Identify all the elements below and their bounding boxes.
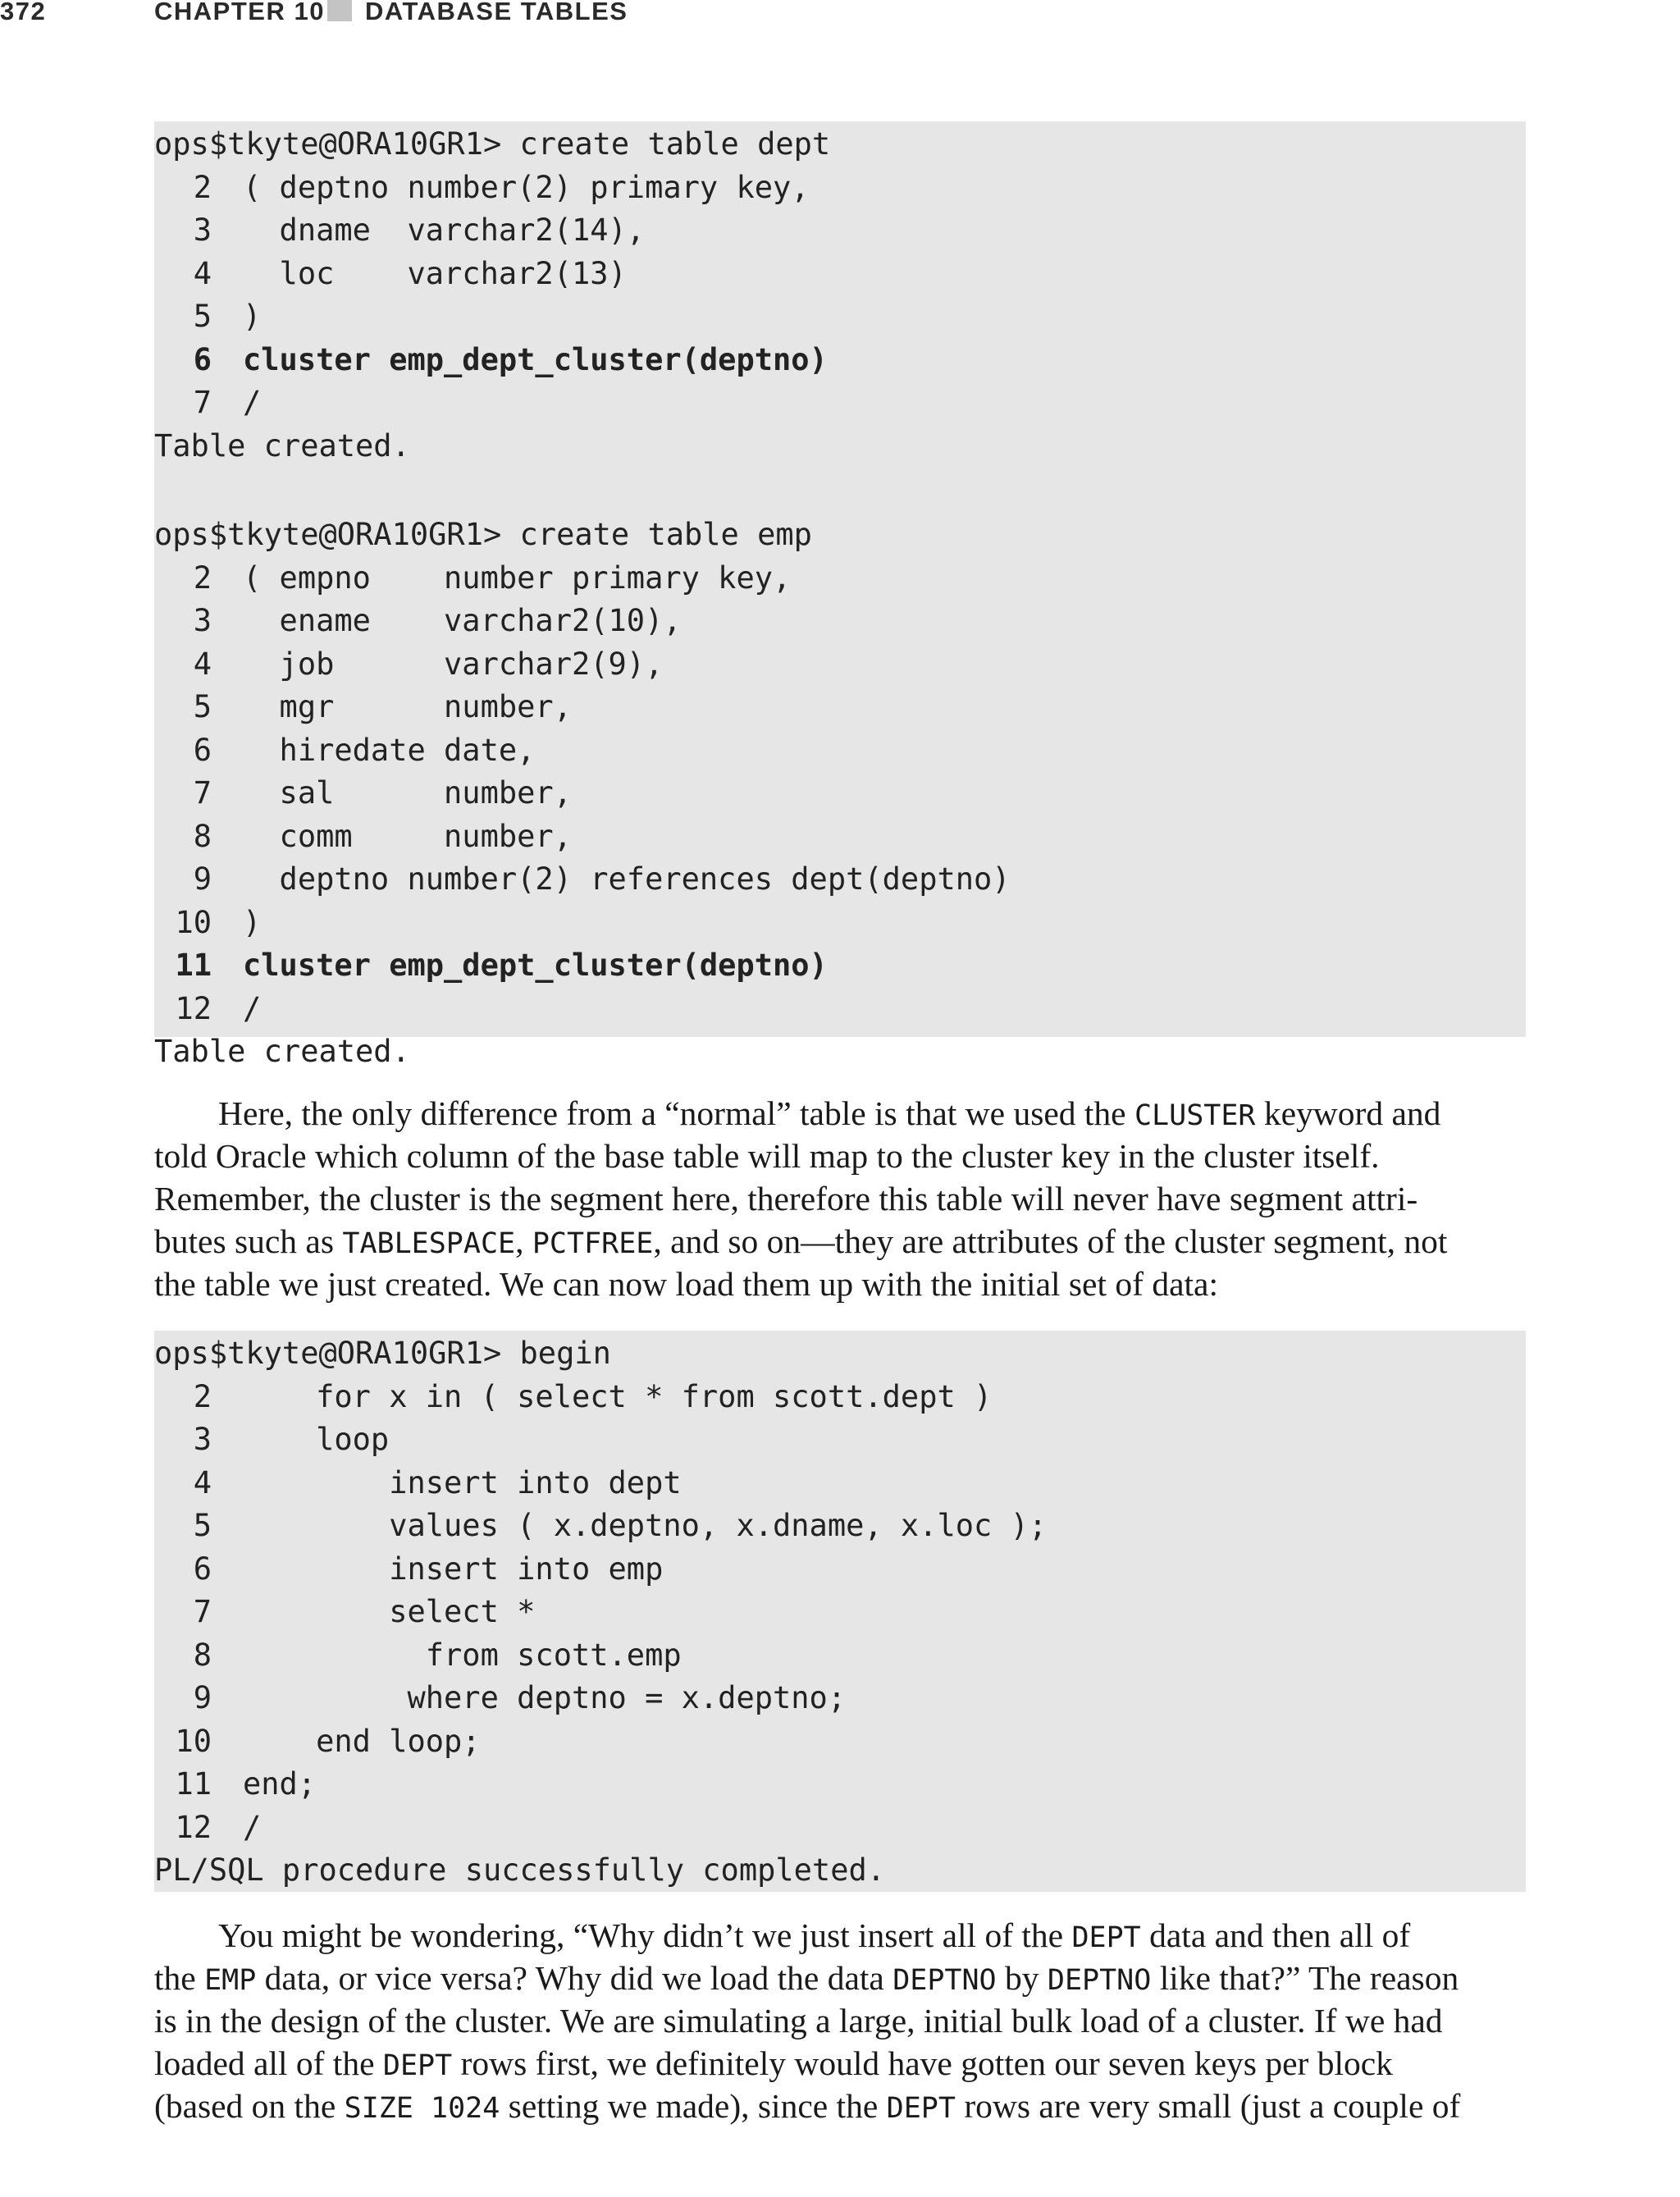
code-line xyxy=(154,1548,1526,1592)
line-number: 5 xyxy=(193,1508,212,1543)
code-text: PL/SQL procedure successfully completed. xyxy=(154,1852,886,1888)
code-line xyxy=(154,1591,1526,1634)
code-text: job varchar2(9), xyxy=(243,646,664,682)
code-block-create-tables xyxy=(154,121,1526,1069)
body-paragraph-1 xyxy=(154,1092,1526,1305)
paragraph-line xyxy=(154,1957,1526,1999)
text-run: data and then all of xyxy=(1140,1916,1411,1954)
code-text: Table created. xyxy=(154,1034,410,1069)
code-block-load-data xyxy=(154,1331,1526,1892)
paragraph-line: is in the design of the cluster. We are simulating a large, initial bulk load of a cluster. If we had xyxy=(154,2002,1443,2039)
code-line xyxy=(154,167,1526,210)
code-text: Table created. xyxy=(154,427,410,464)
code-text: / xyxy=(243,385,262,420)
line-number: 6 xyxy=(193,341,212,377)
code-text: sal number, xyxy=(243,775,572,811)
text-run: Here, the only difference from a “normal” table is that we used the xyxy=(218,1094,1134,1132)
code-keyword: DEPT xyxy=(382,2049,453,2082)
paragraph-line xyxy=(154,1914,1526,1957)
code-line xyxy=(154,1677,1526,1720)
chapter-label: CHAPTER 10 xyxy=(154,0,325,25)
code-text: select * xyxy=(243,1594,536,1629)
line-number: 2 xyxy=(193,169,212,205)
code-line xyxy=(154,339,1526,382)
code-text: hiredate date, xyxy=(243,732,536,768)
line-number: 3 xyxy=(193,1422,212,1457)
text-run: (based on the xyxy=(154,2087,345,2125)
code-text: from scott.emp xyxy=(243,1637,682,1673)
code-line xyxy=(154,1763,1526,1806)
code-line xyxy=(154,209,1526,253)
text-run: setting we made), since the xyxy=(500,2087,887,2125)
code-keyword: DEPTNO xyxy=(892,1964,997,1997)
code-line xyxy=(154,1806,1526,1850)
code-line xyxy=(154,600,1526,643)
code-text: comm number, xyxy=(243,818,572,854)
code-line xyxy=(154,425,1526,468)
code-line xyxy=(154,686,1526,729)
line-number: 8 xyxy=(193,818,212,854)
code-text: ops$tkyte@ORA10GR1> create table dept xyxy=(154,126,831,162)
code-text: deptno number(2) references dept(deptno) xyxy=(243,861,1011,897)
line-number: 4 xyxy=(193,255,212,291)
text-run: butes such as xyxy=(154,1222,343,1260)
code-line xyxy=(154,1720,1526,1764)
line-number: 9 xyxy=(193,1680,212,1715)
code-line xyxy=(154,902,1526,945)
code-line xyxy=(154,1332,1526,1376)
text-run: rows first, we definitely would have gotten our seven keys per block xyxy=(452,2044,1393,2082)
text-run: loaded all of the xyxy=(154,2044,383,2082)
code-keyword: DEPT xyxy=(1071,1921,1141,1954)
code-lines xyxy=(154,121,1526,471)
code-line xyxy=(154,944,1526,988)
code-lines xyxy=(154,512,1526,1069)
code-line xyxy=(154,514,1526,557)
code-text: / xyxy=(243,990,262,1026)
text-run: the xyxy=(154,1959,205,1997)
code-keyword: DEPT xyxy=(886,2092,956,2125)
code-text: ops$tkyte@ORA10GR1> create table emp xyxy=(154,517,812,552)
line-number: 4 xyxy=(193,646,212,682)
code-text: ename varchar2(10), xyxy=(243,603,682,638)
code-line xyxy=(154,381,1526,425)
code-spacer xyxy=(154,471,1526,512)
running-head xyxy=(0,0,1680,33)
header-separator-box xyxy=(327,0,352,21)
line-number: 2 xyxy=(193,560,212,596)
text-run: by xyxy=(996,1959,1048,1997)
code-text: insert into dept xyxy=(243,1464,682,1500)
line-number: 5 xyxy=(193,689,212,724)
code-line xyxy=(154,1030,1526,1074)
code-text: cluster emp_dept_cluster(deptno) xyxy=(243,341,828,377)
line-number: 7 xyxy=(193,385,212,420)
code-line xyxy=(154,643,1526,687)
code-text: insert into emp xyxy=(243,1551,664,1587)
code-text: / xyxy=(243,1809,262,1845)
line-number: 10 xyxy=(175,904,212,940)
line-number: 3 xyxy=(193,603,212,638)
code-text: ( deptno number(2) primary key, xyxy=(243,169,810,205)
line-number: 8 xyxy=(193,1637,212,1673)
code-line xyxy=(154,557,1526,601)
code-text: dname varchar2(14), xyxy=(243,212,646,248)
code-text: mgr number, xyxy=(243,689,572,724)
code-line xyxy=(154,772,1526,815)
code-line xyxy=(154,1505,1526,1548)
paragraph-line xyxy=(154,1092,1526,1135)
code-text: ) xyxy=(243,299,262,334)
line-number: 4 xyxy=(193,1464,212,1500)
code-line xyxy=(154,729,1526,773)
code-lines xyxy=(154,1331,1526,1893)
code-line xyxy=(154,123,1526,167)
text-run: like that?” The reason xyxy=(1151,1959,1459,1997)
line-number: 2 xyxy=(193,1378,212,1414)
code-keyword: SIZE 1024 xyxy=(344,2092,500,2125)
code-keyword: DEPTNO xyxy=(1047,1964,1152,1997)
body-paragraph-2 xyxy=(154,1914,1526,2127)
line-number: 6 xyxy=(193,732,212,768)
code-text: loc varchar2(13) xyxy=(243,255,627,291)
line-number: 11 xyxy=(175,1766,212,1802)
code-text: ) xyxy=(243,904,262,940)
line-number: 12 xyxy=(175,1809,212,1845)
code-text: end; xyxy=(243,1766,317,1802)
paragraph-line: Remember, the cluster is the segment here, therefore this table will never have segment attri- xyxy=(154,1180,1418,1217)
text-run: , and so on—they are attributes of the cluster segment, not xyxy=(653,1222,1448,1260)
code-line xyxy=(154,295,1526,339)
code-text: end loop; xyxy=(243,1723,481,1759)
code-text: values ( x.deptno, x.dname, x.loc ); xyxy=(243,1508,1048,1543)
page-number: 372 xyxy=(0,0,47,25)
code-text: where deptno = x.deptno; xyxy=(243,1680,847,1715)
code-text: cluster emp_dept_cluster(deptno) xyxy=(243,948,828,983)
code-keyword: EMP xyxy=(204,1964,257,1997)
code-text: ops$tkyte@ORA10GR1> begin xyxy=(154,1336,611,1371)
code-text: ( empno number primary key, xyxy=(243,560,792,596)
paragraph-line xyxy=(154,2085,1526,2127)
paragraph-line xyxy=(154,1220,1526,1263)
line-number: 6 xyxy=(193,1551,212,1587)
code-line xyxy=(154,1462,1526,1505)
line-number: 7 xyxy=(193,775,212,811)
code-line xyxy=(154,1376,1526,1419)
code-line xyxy=(154,1849,1526,1893)
text-run: , xyxy=(515,1222,532,1260)
line-number: 11 xyxy=(175,948,212,983)
code-line xyxy=(154,988,1526,1031)
code-line xyxy=(154,1634,1526,1678)
paragraph-line xyxy=(154,2042,1526,2085)
text-run: keyword and xyxy=(1255,1094,1441,1132)
line-number: 9 xyxy=(193,861,212,897)
line-number: 5 xyxy=(193,299,212,334)
paragraph-line: the table we just created. We can now load them up with the initial set of data: xyxy=(154,1265,1218,1303)
text-run: rows are very small (just a couple of xyxy=(955,2087,1461,2125)
line-number: 10 xyxy=(175,1723,212,1759)
code-line xyxy=(154,1418,1526,1462)
code-line xyxy=(154,858,1526,902)
code-text: loop xyxy=(243,1422,390,1457)
line-number: 3 xyxy=(193,212,212,248)
text-run: data, or vice versa? Why did we load the data xyxy=(256,1959,893,1997)
line-number: 12 xyxy=(175,990,212,1026)
code-line xyxy=(154,253,1526,296)
code-keyword: PCTFREE xyxy=(532,1227,654,1260)
code-keyword: TABLESPACE xyxy=(342,1227,516,1260)
code-keyword: CLUSTER xyxy=(1134,1099,1256,1132)
text-run: You might be wondering, “Why didn’t we just insert all of the xyxy=(218,1916,1072,1954)
line-number: 7 xyxy=(193,1594,212,1629)
chapter-title: DATABASE TABLES xyxy=(365,0,628,25)
code-text: for x in ( select * from scott.dept ) xyxy=(243,1378,993,1414)
paragraph-line: told Oracle which column of the base table will map to the cluster key in the cluster itself. xyxy=(154,1137,1380,1175)
code-line xyxy=(154,815,1526,859)
